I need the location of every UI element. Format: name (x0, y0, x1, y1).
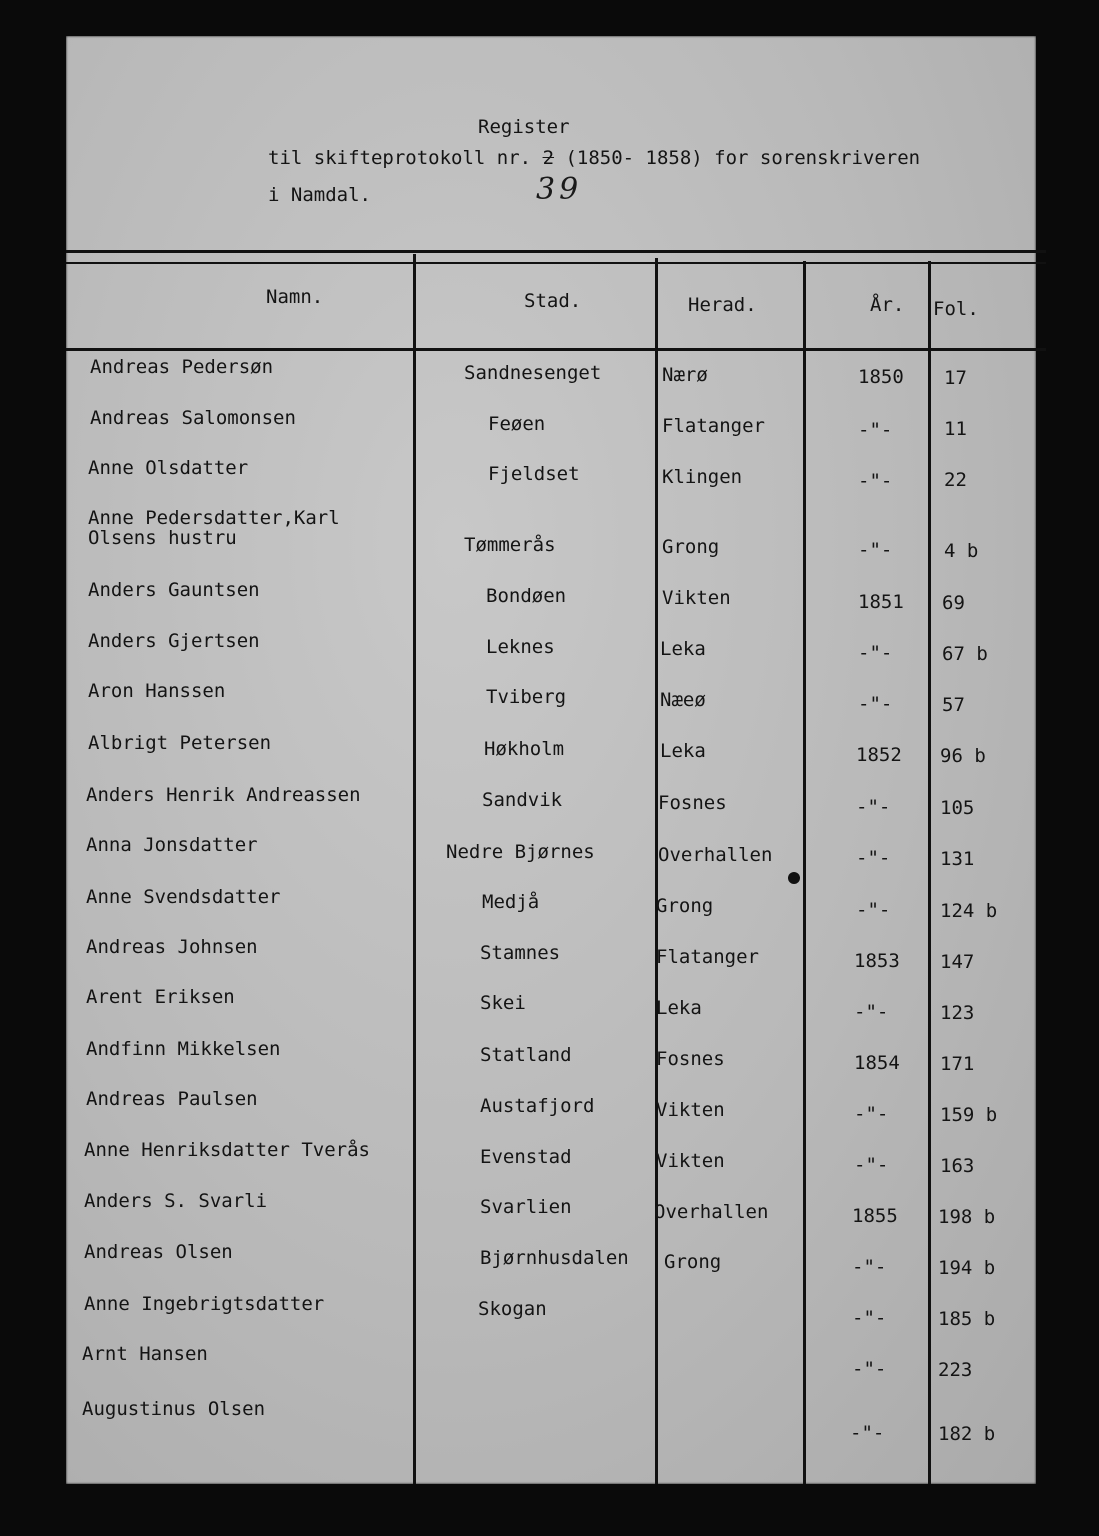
row-place: Bjørnhusdalen (480, 1247, 629, 1269)
row-name: Anna Jonsdatter (86, 834, 258, 856)
register-location: i Namdal. (268, 184, 371, 206)
row-folio: 17 (944, 367, 967, 389)
row-district: Flatanger (662, 415, 765, 437)
row-folio: 69 (942, 592, 965, 614)
row-place: Skogan (478, 1298, 547, 1320)
subtitle-prefix: til skifteprotokoll nr. (268, 147, 532, 169)
row-year: -"- (858, 419, 893, 441)
row-year: -"- (856, 899, 891, 921)
row-place: Feøen (488, 413, 546, 435)
row-name: Arent Eriksen (86, 986, 235, 1008)
row-district: Fosnes (656, 1048, 725, 1070)
row-folio: 124 b (940, 900, 998, 922)
row-district: Leka (660, 638, 706, 660)
header-bottom-rule (66, 348, 1046, 351)
column-divider-2 (655, 258, 658, 1484)
register-subtitle-line (268, 147, 920, 169)
row-folio: 131 (940, 848, 975, 870)
row-year: 1853 (854, 950, 900, 972)
row-place: Svarlien (480, 1196, 572, 1218)
row-district: Overhallen (654, 1201, 769, 1223)
row-name: Anne Henriksdatter Tverås (84, 1139, 370, 1161)
row-folio: 171 (940, 1053, 975, 1075)
row-district: Næeø (660, 689, 706, 711)
header-place: Stad. (524, 290, 582, 312)
row-place: Medjå (482, 891, 540, 913)
row-folio: 182 b (938, 1423, 996, 1445)
header-folio: Fol. (933, 298, 979, 320)
row-district: Vikten (656, 1150, 725, 1172)
row-year: -"- (852, 1358, 887, 1380)
row-folio: 96 b (940, 745, 986, 767)
column-divider-3 (803, 261, 806, 1484)
row-place: Stamnes (480, 942, 561, 964)
row-folio: 123 (940, 1002, 975, 1024)
row-district: Grong (664, 1251, 722, 1273)
row-place: Evenstad (480, 1146, 572, 1168)
row-name: Anders Gjertsen (88, 630, 260, 652)
row-district: Grong (662, 536, 720, 558)
row-place: Austafjord (480, 1095, 595, 1117)
row-place: Tviberg (486, 686, 567, 708)
header-district: Herad. (688, 294, 757, 316)
row-name: Anne Pedersdatter,Karl Olsens hustru (88, 507, 340, 549)
row-folio: 159 b (940, 1104, 998, 1126)
row-name: Anders Gauntsen (88, 579, 260, 601)
row-folio: 105 (940, 797, 975, 819)
row-name: Arnt Hansen (82, 1343, 208, 1365)
row-year: -"- (856, 796, 891, 818)
row-place: Fjeldset (488, 463, 580, 485)
header-name: Namn. (266, 286, 324, 308)
row-folio: 198 b (938, 1206, 996, 1228)
row-name: Albrigt Petersen (88, 732, 272, 754)
row-name: Andreas Johnsen (86, 936, 258, 958)
top-rule-1 (66, 250, 1046, 253)
row-district: Nærø (662, 364, 708, 386)
row-name: Anders S. Svarli (84, 1190, 268, 1212)
subtitle-suffix: (1850- 1858) for sorenskriveren (565, 147, 921, 169)
row-year: -"- (854, 1154, 889, 1176)
row-name: Anne Ingebrigtsdatter (84, 1293, 325, 1315)
row-place: Skei (480, 992, 526, 1014)
row-name: Andreas Olsen (84, 1241, 233, 1263)
row-place: Nedre Bjørnes (446, 841, 595, 863)
row-folio: 194 b (938, 1257, 996, 1279)
document-page (66, 36, 1036, 1484)
row-place: Høkholm (484, 738, 565, 760)
row-district: Fosnes (658, 792, 727, 814)
row-district: Vikten (656, 1099, 725, 1121)
row-place: Tømmerås (464, 534, 556, 556)
row-name: Andreas Salomonsen (90, 407, 296, 429)
row-folio: 57 (942, 694, 965, 716)
handwritten-number: 39 (536, 172, 583, 207)
row-year: -"- (854, 1103, 889, 1125)
row-name: Anders Henrik Andreassen (86, 784, 361, 806)
row-name: Andfinn Mikkelsen (86, 1038, 281, 1060)
row-district: Klingen (662, 466, 743, 488)
row-year: 1851 (858, 591, 904, 613)
row-district: Leka (660, 740, 706, 762)
row-folio: 185 b (938, 1308, 996, 1330)
column-divider-4 (928, 261, 931, 1484)
row-name: Andreas Paulsen (86, 1088, 258, 1110)
row-year: -"- (852, 1256, 887, 1278)
header-year: År. (870, 294, 905, 316)
row-year: 1850 (858, 366, 904, 388)
row-year: -"- (858, 470, 893, 492)
row-district: Vikten (662, 587, 731, 609)
row-district: Overhallen (658, 844, 773, 866)
row-year: -"- (856, 847, 891, 869)
top-rule-2 (66, 262, 1046, 264)
register-title: Register (478, 116, 570, 138)
row-year: 1852 (856, 744, 902, 766)
row-folio: 223 (938, 1359, 973, 1381)
row-year: -"- (858, 539, 893, 561)
ink-blot (788, 872, 800, 884)
row-year: -"- (858, 693, 893, 715)
row-year: -"- (858, 642, 893, 664)
row-year: 1854 (854, 1052, 900, 1074)
row-year: -"- (852, 1307, 887, 1329)
row-place: Sandvik (482, 789, 563, 811)
row-year: 1855 (852, 1205, 898, 1227)
row-place: Bondøen (486, 585, 567, 607)
row-place: Leknes (486, 636, 555, 658)
row-name: Andreas Pedersøn (90, 356, 274, 378)
row-name: Aron Hanssen (88, 680, 226, 702)
row-place: Sandnesenget (464, 362, 602, 384)
row-folio: 22 (944, 469, 967, 491)
row-year: -"- (854, 1001, 889, 1023)
row-folio: 147 (940, 951, 975, 973)
row-folio: 11 (944, 418, 967, 440)
row-district: Grong (656, 895, 714, 917)
struck-number: 2 (542, 147, 555, 169)
row-name: Anne Svendsdatter (86, 886, 281, 908)
row-name: Anne Olsdatter (88, 457, 249, 479)
row-folio: 4 b (944, 540, 979, 562)
row-name: Augustinus Olsen (82, 1398, 266, 1420)
row-folio: 163 (940, 1155, 975, 1177)
column-divider-1 (413, 254, 416, 1484)
row-district: Leka (656, 997, 702, 1019)
row-folio: 67 b (942, 643, 988, 665)
row-district: Flatanger (656, 946, 759, 968)
row-year: -"- (850, 1422, 885, 1444)
row-place: Statland (480, 1044, 572, 1066)
